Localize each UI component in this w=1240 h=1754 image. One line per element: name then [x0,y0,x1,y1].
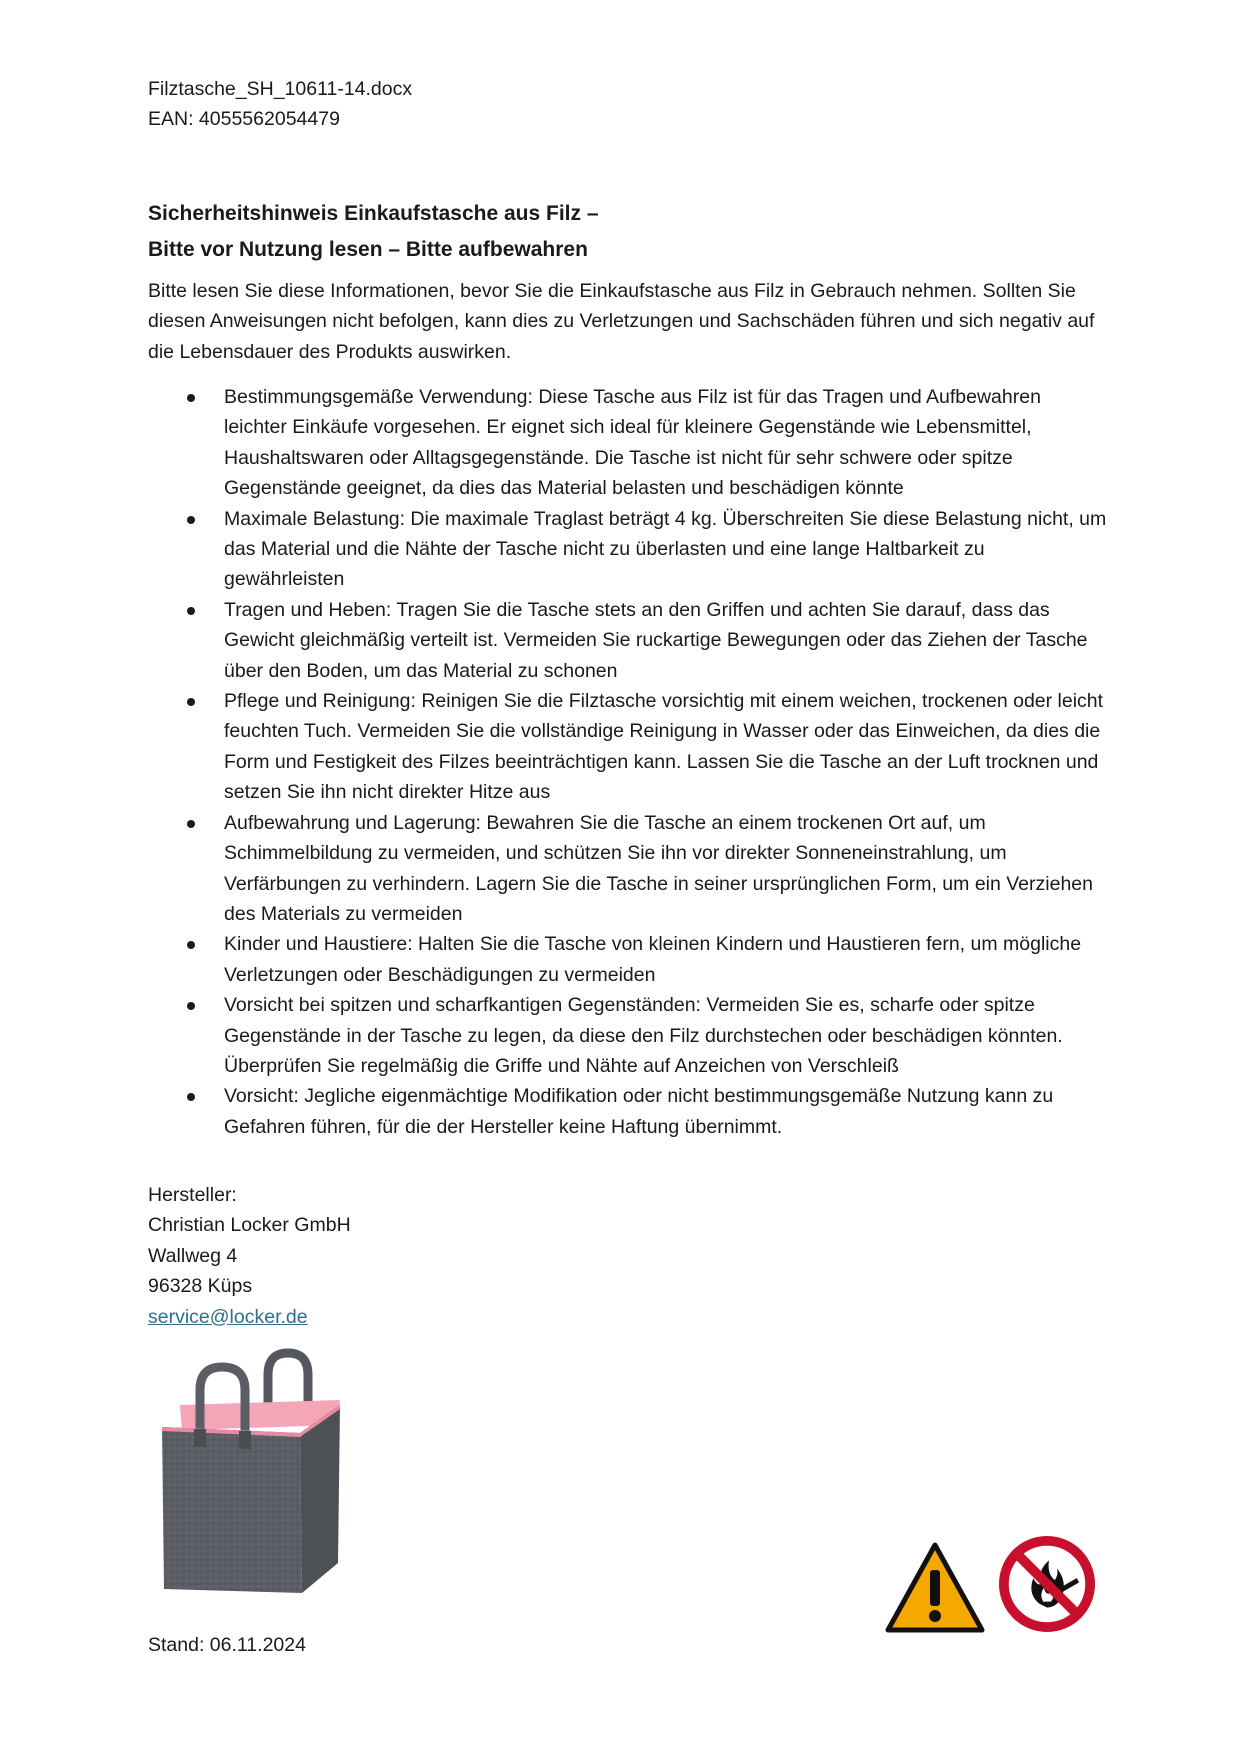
list-item-text: Vorsicht bei spitzen und scharfkantigen Gegenständen: Vermeiden Sie es, scharfe oder spitze Gegenstände in der Tasche zu legen, da diese den Filz durchstechen oder beschädigen könnten. Überprüfen Sie regelmäßig die Griffe und Nähte auf Anzeichen von Verschleiß [224,994,1063,1077]
felt-bag-image [150,1345,350,1605]
list-item [148,595,1108,686]
list-item-text: Kinder und Haustiere: Halten Sie die Tasche von kleinen Kindern und Haustieren fern, um mögliche Verletzungen oder Beschädigungen zu vermeiden [224,933,1082,986]
manufacturer-street: Wallweg 4 [148,1244,238,1267]
manufacturer-name: Christian Locker GmbH [148,1214,351,1237]
list-item [148,504,1108,595]
file-name: Filztasche_SH_10611-14.docx [148,78,413,100]
manufacturer-city: 96328 Küps [148,1275,253,1298]
list-item-text: Tragen und Heben: Tragen Sie die Tasche stets an den Griffen und achten Sie darauf, dass das Gewicht gleichmäßig verteilt ist. Vermeiden Sie ruckartige Bewegungen oder das Ziehen der Tasche über den Boden, um das Material zu schonen [224,598,1088,682]
no-open-flame-icon [998,1535,1096,1633]
warning-triangle-icon [885,1542,985,1634]
manufacturer-email-link[interactable]: service@locker.de [148,1305,308,1328]
list-item [148,929,1108,990]
list-item-text: Maximale Belastung: Die maximale Traglast beträgt 4 kg. Überschreiten Sie diese Belastung nicht, um das Material und die Nähte der Tasche nicht zu überlasten und eine lange Haltbarkeit zu gewährleisten [224,507,1107,591]
document-subtitle: Bitte vor Nutzung lesen – Bitte aufbewahren [148,238,588,261]
bullet-icon [187,698,195,706]
safety-list [148,382,1108,1142]
list-item [148,1081,1108,1142]
list-item-text: Bestimmungsgemäße Verwendung: Diese Tasche aus Filz ist für das Tragen und Aufbewahren leichter Einkäufe vorgesehen. Er eignet sich ideal für kleinere Gegenstände wie Lebensmittel, Haushaltswaren oder Alltagsgegenstände. Die Tasche ist nicht für sehr schwere oder spitze Gegenstände geeignet, da dies das Material belasten und beschädigen könnte [224,386,1041,500]
list-item-text: Vorsicht: Jegliche eigenmächtige Modifikation oder nicht bestimmungsgemäße Nutzung kann zu Gefahren führen, für die der Hersteller keine Haftung übernimmt. [224,1085,1054,1138]
list-item [148,808,1108,930]
list-item [148,990,1108,1081]
list-item-text: Aufbewahrung und Lagerung: Bewahren Sie die Tasche an einem trockenen Ort auf, um Schimmelbildung zu vermeiden, und schützen Sie ihn vor direkter Sonneneinstrahlung, um Verfärbungen zu verhindern. Lagern Sie die Tasche in seiner ursprünglichen Form, um ein Verziehen des Materials zu vermeiden [224,811,1093,925]
bullet-icon [187,607,195,615]
intro-paragraph: Bitte lesen Sie diese Informationen, bevor Sie die Einkaufstasche aus Filz in Gebrauch nehmen. Sollten Sie diesen Anweisungen nicht befolgen, kann dies zu Verletzungen und Sachschäden führen und sich negativ auf die Lebensdauer des Produkts auswirken. [148,280,1095,363]
document-title: Sicherheitshinweis Einkaufstasche aus Filz – [148,202,599,225]
bullet-icon [187,1002,195,1010]
manufacturer-label: Hersteller: [148,1184,237,1206]
list-item [148,382,1108,504]
manufacturer-block [148,1180,351,1332]
list-item [148,686,1108,808]
bullet-icon [187,941,195,949]
bullet-icon [187,1093,195,1101]
bullet-icon [187,820,195,828]
date-stamp: Stand: 06.11.2024 [148,1634,306,1656]
bullet-icon [187,394,195,402]
list-item-text: Pflege und Reinigung: Reinigen Sie die Filztasche vorsichtig mit einem weichen, trockenen oder leicht feuchten Tuch. Vermeiden Sie die vollständige Reinigung in Wasser oder das Einweichen, da dies die Form und Festigkeit des Filzes beeinträchtigen kann. Lassen Sie die Tasche an der Luft trocknen und setzen Sie ihn nicht direkter Hitze aus [224,690,1104,804]
ean-number: EAN: 4055562054479 [148,108,340,130]
bullet-icon [187,516,195,524]
